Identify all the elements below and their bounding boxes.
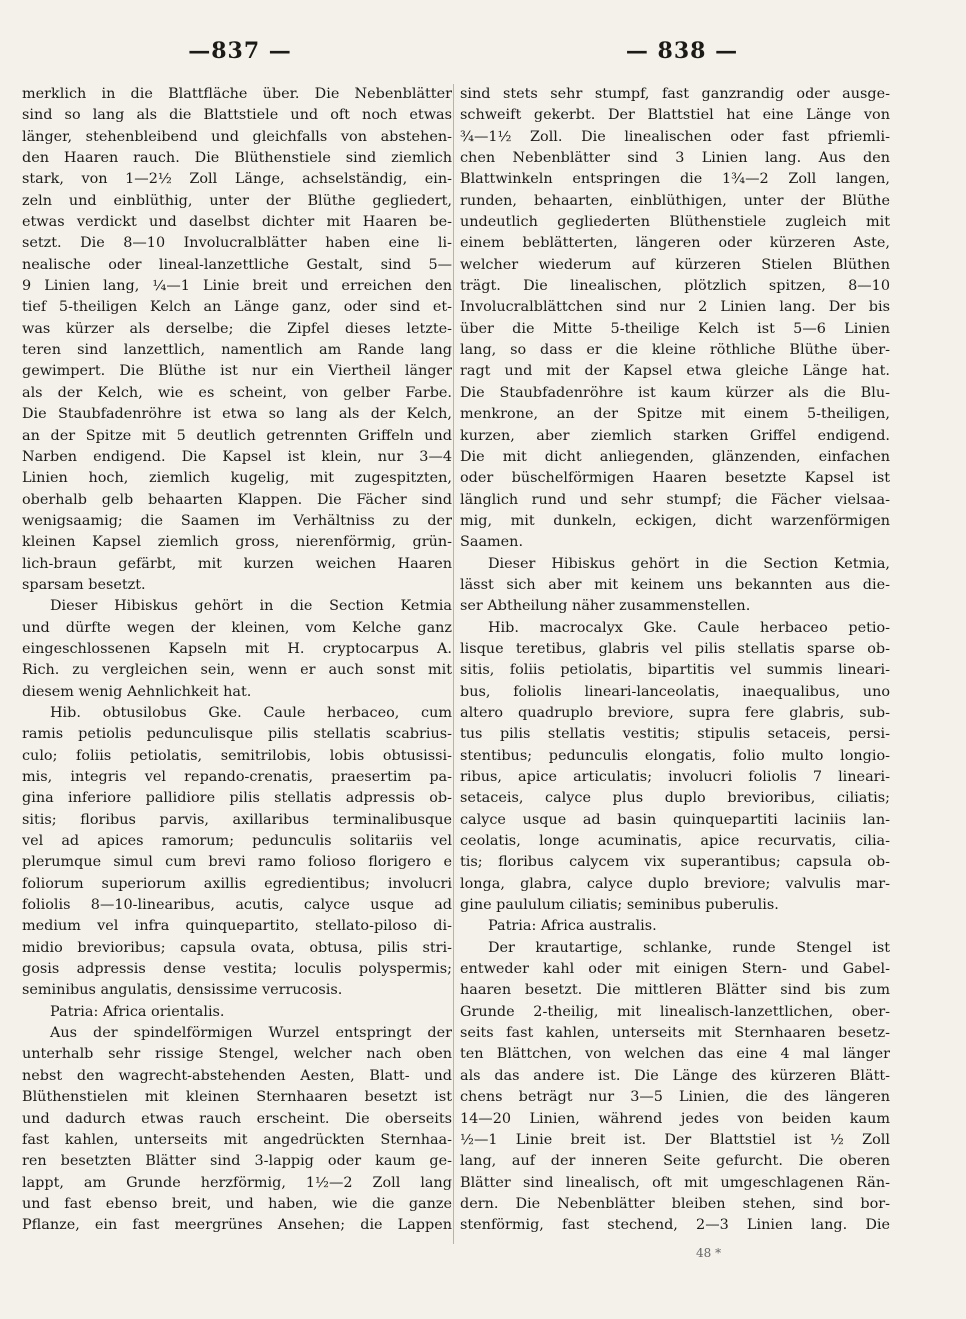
text-line: vel ad apices ramorum; pedunculis solitariis vel [22,833,452,850]
text-line: sind stets sehr stumpf, fast ganzrandig oder ausge- [460,86,890,102]
text-line: midio brevioribus; capsula ovata, obtusa, pilis stri- [22,939,452,956]
text-line: Blätter sind linealisch, oft mit umgeschlagenen Rän- [460,1174,890,1191]
text-line: stenförmig, fast stechend, 2—3 Linien lang. Die [460,1217,890,1234]
text-line: tis; floribus calycem vix superantibus; capsula ob- [460,854,890,871]
text-line: plerumque simul cum brevi ramo folioso florigero e [22,854,452,871]
text-line: oberhalb gelb behaarten Klappen. Die Fächer sind [22,491,452,508]
text-line: den Haaren rauch. Die Blüthenstiele sind ziemlich [22,150,452,167]
text-line: ribus, apice articulatis; involucri foliolis 7 lineari- [460,769,890,785]
left-text-column [22,84,452,1237]
text-line: stark, von 1—2½ Zoll Länge, achselständig, ein- [22,171,452,188]
text-line: nealische oder lineal-lanzettliche Gestalt, sind 5— [22,256,452,273]
text-line: 14—20 Linien, während jedes von beiden kaum [460,1110,890,1127]
text-line: merklich in die Blattfläche über. Die Nebenblätter [22,86,452,102]
text-line: Aus der spindelförmigen Wurzel entspringt der [50,1025,452,1042]
page-number-left: —837 — [188,38,292,64]
text-line: wenigsaamig; die Saamen im Verhältniss zu der [22,512,452,529]
text-line: lappt, am Grunde herzförmig, 1½—2 Zoll lang [22,1174,452,1191]
text-line: entweder kahl oder mit einigen Stern- und Gabel- [460,961,890,978]
text-line: ¾—1½ Zoll. Die linealischen oder fast pfriemli- [460,128,890,145]
text-line: und dadurch etwas rauch erscheint. Die oberseits [22,1110,452,1127]
text-line: lang, auf der inneren Seite gefurcht. Die oberen [460,1153,890,1170]
text-line: einem beblätterten, längeren oder kürzeren Aste, [460,235,890,252]
text-line: haaren besetzt. Die mittleren Blätter sind bis zum [460,982,890,999]
text-line: sparsam besetzt. [22,576,146,593]
text-line: und dürfte wegen der kleinen, vom Kelche ganz [22,619,452,636]
page-number-right: — 838 — [625,38,739,64]
text-line: gewimpert. Die Blüthe ist nur ein Viertheil länger [22,363,452,380]
text-line: nebst den wagrecht-abstehenden Aesten, Blatt- und [22,1067,452,1084]
text-line: seits fast kahlen, unterseits mit Sternhaaren besetz- [460,1025,890,1042]
text-line: ser Abtheilung näher zusammenstellen. [460,598,751,615]
text-line: Involucralblättchen sind nur 2 Linien lang. Der bis [460,299,890,316]
text-line: seminibus angulatis, densissime verrucosis. [22,982,343,999]
text-line: Dieser Hibiskus gehört in die Section Ketmia [50,598,452,615]
text-line: chens beträgt nur 3—5 Linien, die des längeren [460,1089,890,1106]
text-line: länger, stehenbleibend und gleichfalls von abstehen- [22,128,452,145]
text-line: undeutlich gegliederten Blüthenstiele zugleich mit [460,214,890,231]
text-line: eingeschlossenen Kapseln mit H. cryptocarpus A. [22,640,452,657]
column-divider [453,84,454,1244]
text-line: lang, so dass er die kleine röthliche Blüthe über- [460,342,890,359]
text-line: chen Nebenblätter sind 3 Linien lang. Aus den [460,150,890,167]
text-line: Rich. zu vergleichen sein, wenn er auch sonst mit [22,662,452,679]
text-line: etwas verdickt und daselbst dichter mit Haaren be- [22,214,452,231]
text-line: calyce usque ad basin quinquepartiti laciniis lan- [460,811,890,828]
text-line: welcher wiederum auf kürzeren Stielen Blüthen [460,256,890,273]
text-line: Saamen. [460,534,524,551]
text-line: Grunde 2-theilig, mit linealisch-lanzettlichen, ober- [460,1003,890,1020]
text-line: Der krautartige, schlanke, runde Stengel ist [488,939,890,956]
text-line: ren besetzten Blätter sind 3-lappig oder kaum ge- [22,1153,452,1170]
text-line: Hib. obtusilobus Gke. Caule herbaceo, cum [50,704,452,721]
text-line: als das andere ist. Die Länge des kürzeren Blätt- [460,1067,890,1084]
text-line: mis, integris vel repando-crenatis, praesertim pa- [22,769,452,785]
text-line: lich-braun gefärbt, mit kurzen weichen Haaren [22,555,452,572]
text-line: runden, behaarten, einblüthigen, unter der Blüthe [460,192,890,209]
text-line: 9 Linien lang, ¼—1 Linie breit und erreichen den [22,278,452,295]
text-line: an der Spitze mit 5 deutlich getrennten Griffeln und [22,427,452,444]
text-line: Patria: Africa australis. [488,918,657,935]
text-line: Die Staubfadenröhre ist etwa so lang als der Kelch, [22,406,452,423]
text-line: sitis, foliis petiolatis, bipartitis vel summis lineari- [460,662,890,679]
text-line: ½—1 Linie breit ist. Der Blattstiel ist ½ Zoll [460,1131,890,1148]
text-line: culo; foliis petiolatis, semitrilobis, lobis obtusissi- [22,747,452,764]
text-line: ten Blättchen, von welchen das eine 4 mal länger [460,1046,890,1063]
text-line: kleinen Kapsel ziemlich gross, nierenförmig, grün- [22,534,452,551]
text-line: länglich rund und sehr stumpf; die Fächer vielsaa- [460,491,890,508]
text-line: lässt sich aber mit keinem uns bekannten aus die- [460,576,890,593]
text-line: medium vel infra quinquepartito, stellato-piloso di- [22,918,452,935]
right-text-column [460,84,890,1237]
text-line: zeln und einblüthig, unter der Blüthe gegliedert, [22,192,452,209]
text-line: longa, glabra, calyce duplo breviore; valvulis mar- [460,875,890,892]
text-line: sind so lang als die Blattstiele und oft noch etwas [22,107,452,124]
text-line: foliolis 8—10-linearibus, acutis, calyce usque ad [22,897,452,914]
signature-mark: 48 * [696,1246,722,1260]
text-line: unterhalb sehr rissige Stengel, welcher nach oben [22,1046,452,1063]
text-line: über die Mitte 5-theilige Kelch ist 5—6 Linien [460,320,890,337]
text-line: ramis petiolis pedunculisque pilis stellatis scabrius- [22,726,452,743]
text-line: gina inferiore pallidiore pilis stellatis adpressis ob- [22,790,452,807]
text-line: Hib. macrocalyx Gke. Caule herbaceo petio- [488,619,890,636]
text-line: setzt. Die 8—10 Involucralblätter haben eine li- [22,235,452,252]
text-line: was kürzer als derselbe; die Zipfel dieses letzte- [22,320,452,337]
text-line: Blattwinkeln entspringen die 1¾—2 Zoll langen, [460,171,890,188]
text-line: menkrone, an der Spitze mit einem 5-theiligen, [460,406,890,423]
text-line: bus, foliolis lineari-lanceolatis, inaequalibus, uno [460,683,890,700]
text-line: foliorum superiorum axillis egredientibus; involucri [22,875,452,892]
text-line: ceolatis, longe acuminatis, apice recurvatis, cilia- [460,833,890,850]
text-line: altero quadruplo breviore, supra fere glabris, sub- [460,704,890,721]
text-line: Pflanze, ein fast meergrünes Ansehen; die Lappen [22,1217,452,1234]
text-line: schweift gekerbt. Der Blattstiel hat eine Länge von [460,107,890,124]
text-line: mig, mit dunkeln, eckigen, dicht warzenförmigen [460,512,890,529]
text-line: diesem wenig Aehnlichkeit hat. [22,683,252,700]
text-line: fast kahlen, unterseits mit angedrückten Sternhaa- [22,1131,452,1148]
text-line: Die mit dicht anliegenden, glänzenden, einfachen [460,448,890,465]
text-line: Dieser Hibiskus gehört in die Section Ketmia, [488,555,890,572]
text-line: trägt. Die linealischen, plötzlich spitzen, 8—10 [460,278,890,295]
text-line: dern. Die Nebenblätter bleiben stehen, sind bor- [460,1195,890,1212]
text-line: Linien hoch, ziemlich kugelig, mit zugespitzten, [22,470,452,487]
text-line: stentibus; pedunculis elongatis, folio multo longio- [460,747,890,764]
text-line: setaceis, calyce plus duplo brevioribus, ciliatis; [460,790,890,807]
text-line: Narben endigend. Die Kapsel ist klein, nur 3—4 [22,448,452,465]
text-line: Die Staubfadenröhre ist kaum kürzer als die Blu- [460,384,890,401]
text-line: kurzen, aber ziemlich starken Griffel endigend. [460,427,890,444]
text-line: Blüthenstielen mit kleinen Sternhaaren besetzt ist [22,1089,452,1106]
text-line: gosis adpressis dense vestita; loculis polyspermis; [22,961,452,978]
text-line: lisque teretibus, glabris vel pilis stellatis sparse ob- [460,640,890,657]
text-line: Patria: Africa orientalis. [50,1003,225,1020]
text-line: teren sind lanzettlich, namentlich am Rande lang [22,342,452,359]
text-line: als der Kelch, wie es scheint, von gelber Farbe. [22,384,452,401]
text-line: tus pilis stellatis vestitis; stipulis setaceis, persi- [460,726,890,743]
text-line: gine paululum ciliatis; seminibus puberulis. [460,897,779,914]
text-line: ragt und mit der Kapsel etwa gleiche Länge hat. [460,363,890,380]
text-line: und fast ebenso breit, und haben, wie die ganze [22,1195,452,1212]
text-line: tief 5-theiligen Kelch an Länge ganz, oder sind et- [22,299,452,316]
text-line: oder büschelförmigen Haaren besetzte Kapsel ist [460,470,890,487]
text-line: sitis; floribus parvis, axillaribus terminalibusque [22,811,452,828]
